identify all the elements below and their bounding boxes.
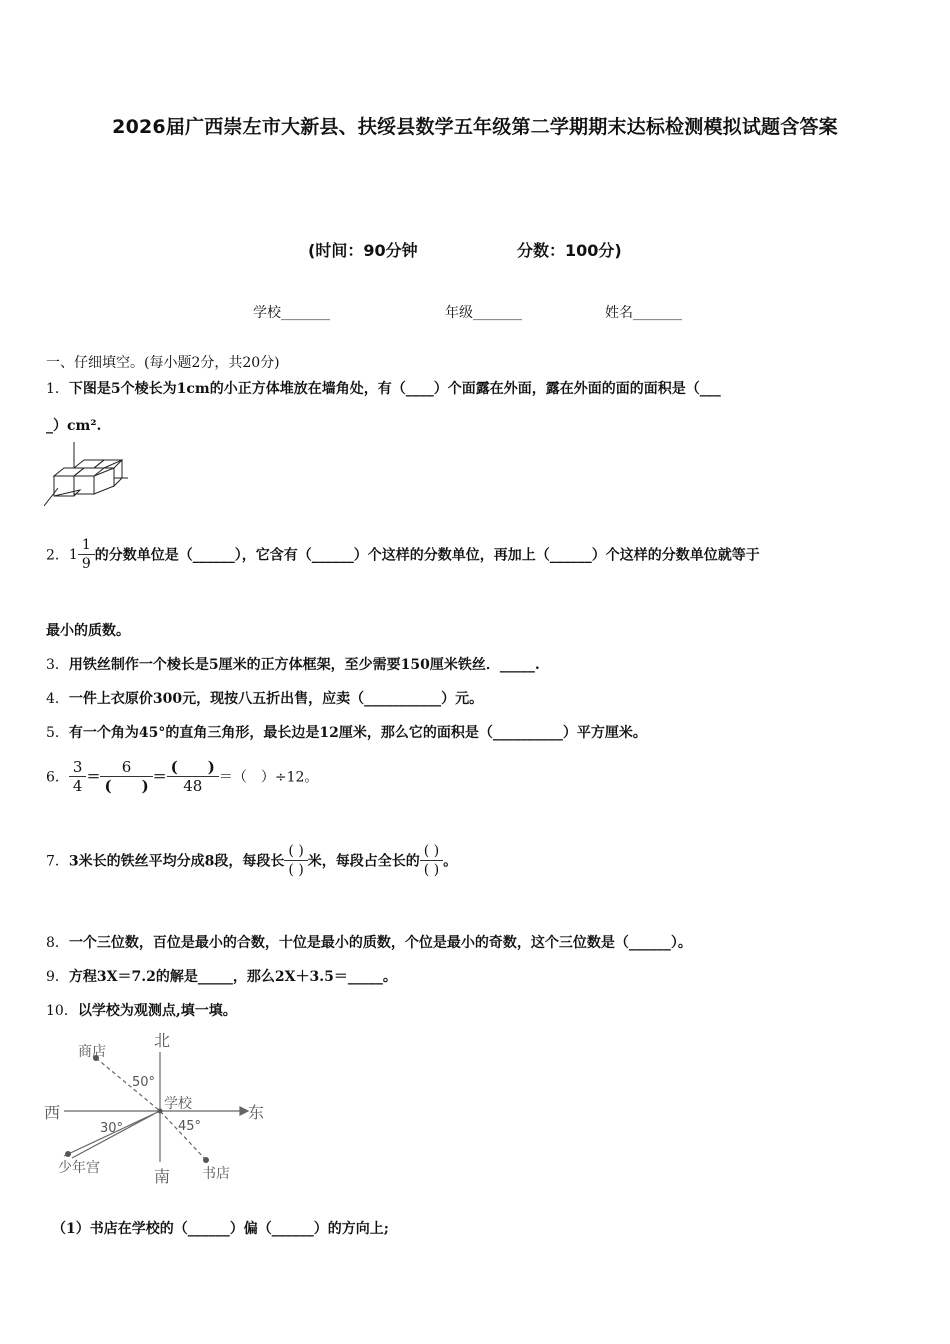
question-text: 米，每段占全长的 [307,853,420,870]
question-2 [46,536,760,573]
name-field: 姓名_______ [605,305,682,321]
numerator: 3 [72,758,83,776]
question-9 [46,966,397,986]
fraction-one-ninth [78,536,95,573]
question-5 [46,722,647,742]
question-number: 5． [46,725,69,741]
shop-label: 商店 [78,1044,106,1060]
equals-sign: ＝ [152,769,167,786]
question-number: 8． [46,935,69,951]
youth-palace-point [65,1151,71,1157]
numerator-blank: ( ) [170,758,215,776]
numerator: 1 [81,537,91,553]
question-4 [46,688,483,708]
question-10 [46,1000,237,1020]
compass-diagram [44,1030,274,1190]
denominator: 48 [167,776,219,795]
question-text: 一个三位数，百位是最小的合数，十位是最小的质数，个位是最小的奇数，这个三位数是（______）。 [68,935,692,951]
blank-fraction-portion [420,842,443,879]
mixed-number [69,547,78,563]
fraction-six-over-blank [100,758,152,795]
question-text: 以学校为观测点,填一填。 [77,1003,237,1019]
numerator: 6 [121,758,132,776]
question-7 [46,842,457,879]
question-number: 6． [46,769,69,786]
angle-45: 45° [178,1119,202,1134]
school-field: 学校_______ [253,305,330,321]
angle-50: 50° [132,1075,156,1090]
question-number: 9． [46,969,69,985]
question-number: 4． [46,691,69,707]
question-text: 下图是5个棱长为1cm的小正方体堆放在墙角处，有（____）个面露在外面，露在外面的面的面积是（___ [68,381,721,397]
page-title: 2026届广西崇左市大新县、扶绥县数学五年级第二学期期末达标检测模拟试题含答案 [112,116,838,138]
question-number: 7． [46,853,69,870]
exam-score: 分数：100分) [517,241,622,260]
exam-time: (时间：90分钟 [308,241,418,260]
fraction-blank-over-48 [167,758,219,795]
youth-palace-label: 少年宫 [58,1160,100,1176]
question-3 [46,654,540,674]
question-10-part-1: （1）书店在学校的（______）偏（______）的方向上; [52,1221,389,1237]
question-number: 1． [46,381,69,397]
question-8 [46,932,692,952]
question-1 [46,378,721,398]
fraction-three-quarters [69,758,87,795]
east-label: 东 [248,1103,265,1122]
bookstore-point [203,1157,209,1163]
question-text: 的分数单位是（______），它含有（______）个这样的分数单位，再加上（______）个这样的分数单位就等于 [94,547,760,564]
angle-30: 30° [100,1121,124,1136]
school-point [158,1109,163,1114]
question-text: 有一个角为45°的直角三角形，最长边是12厘米，那么它的面积是（__________）平方厘米。 [68,725,647,741]
question-end: 。 [443,853,458,870]
denominator: 4 [69,776,87,795]
school-label: 学校 [164,1096,192,1112]
question-6 [46,758,318,795]
grade-field: 年级_______ [445,305,522,321]
south-label: 南 [154,1167,171,1186]
cube-stack-figure [44,440,134,510]
question-text: 3米长的铁丝平均分成8段，每段长 [68,853,285,870]
whole-part: 1 [68,546,78,563]
division-tail: ＝（ ）÷12。 [218,769,319,786]
question-text: 用铁丝制作一个棱长是5厘米的正方体框架，至少需要150厘米铁丝．_____. [68,657,540,673]
question-number: 3． [46,657,69,673]
north-label: 北 [154,1031,171,1050]
question-1-cont: _）cm². [46,418,102,434]
blank-fraction-length [284,842,307,879]
denominator-blank: ( ) [420,860,443,879]
bookstore-label: 书店 [202,1166,230,1182]
question-number: 2． [46,547,69,564]
equals-sign: ＝ [86,769,101,786]
question-text: 方程3X＝7.2的解是_____，那么2X＋3.5＝_____。 [68,969,397,985]
numerator-blank: ( ) [423,843,440,859]
question-number: 10． [46,1003,78,1019]
denominator-blank: ( ) [100,776,152,795]
question-2-cont: 最小的质数。 [46,623,130,639]
denominator-blank: ( ) [284,860,307,879]
west-label: 西 [44,1103,61,1122]
denominator: 9 [78,554,95,573]
numerator-blank: ( ) [288,843,304,859]
section-heading: 一、仔细填空。(每小题2分，共20分) [46,355,280,371]
question-text: 一件上衣原价300元，现按八五折出售，应卖（___________）元。 [68,691,484,707]
